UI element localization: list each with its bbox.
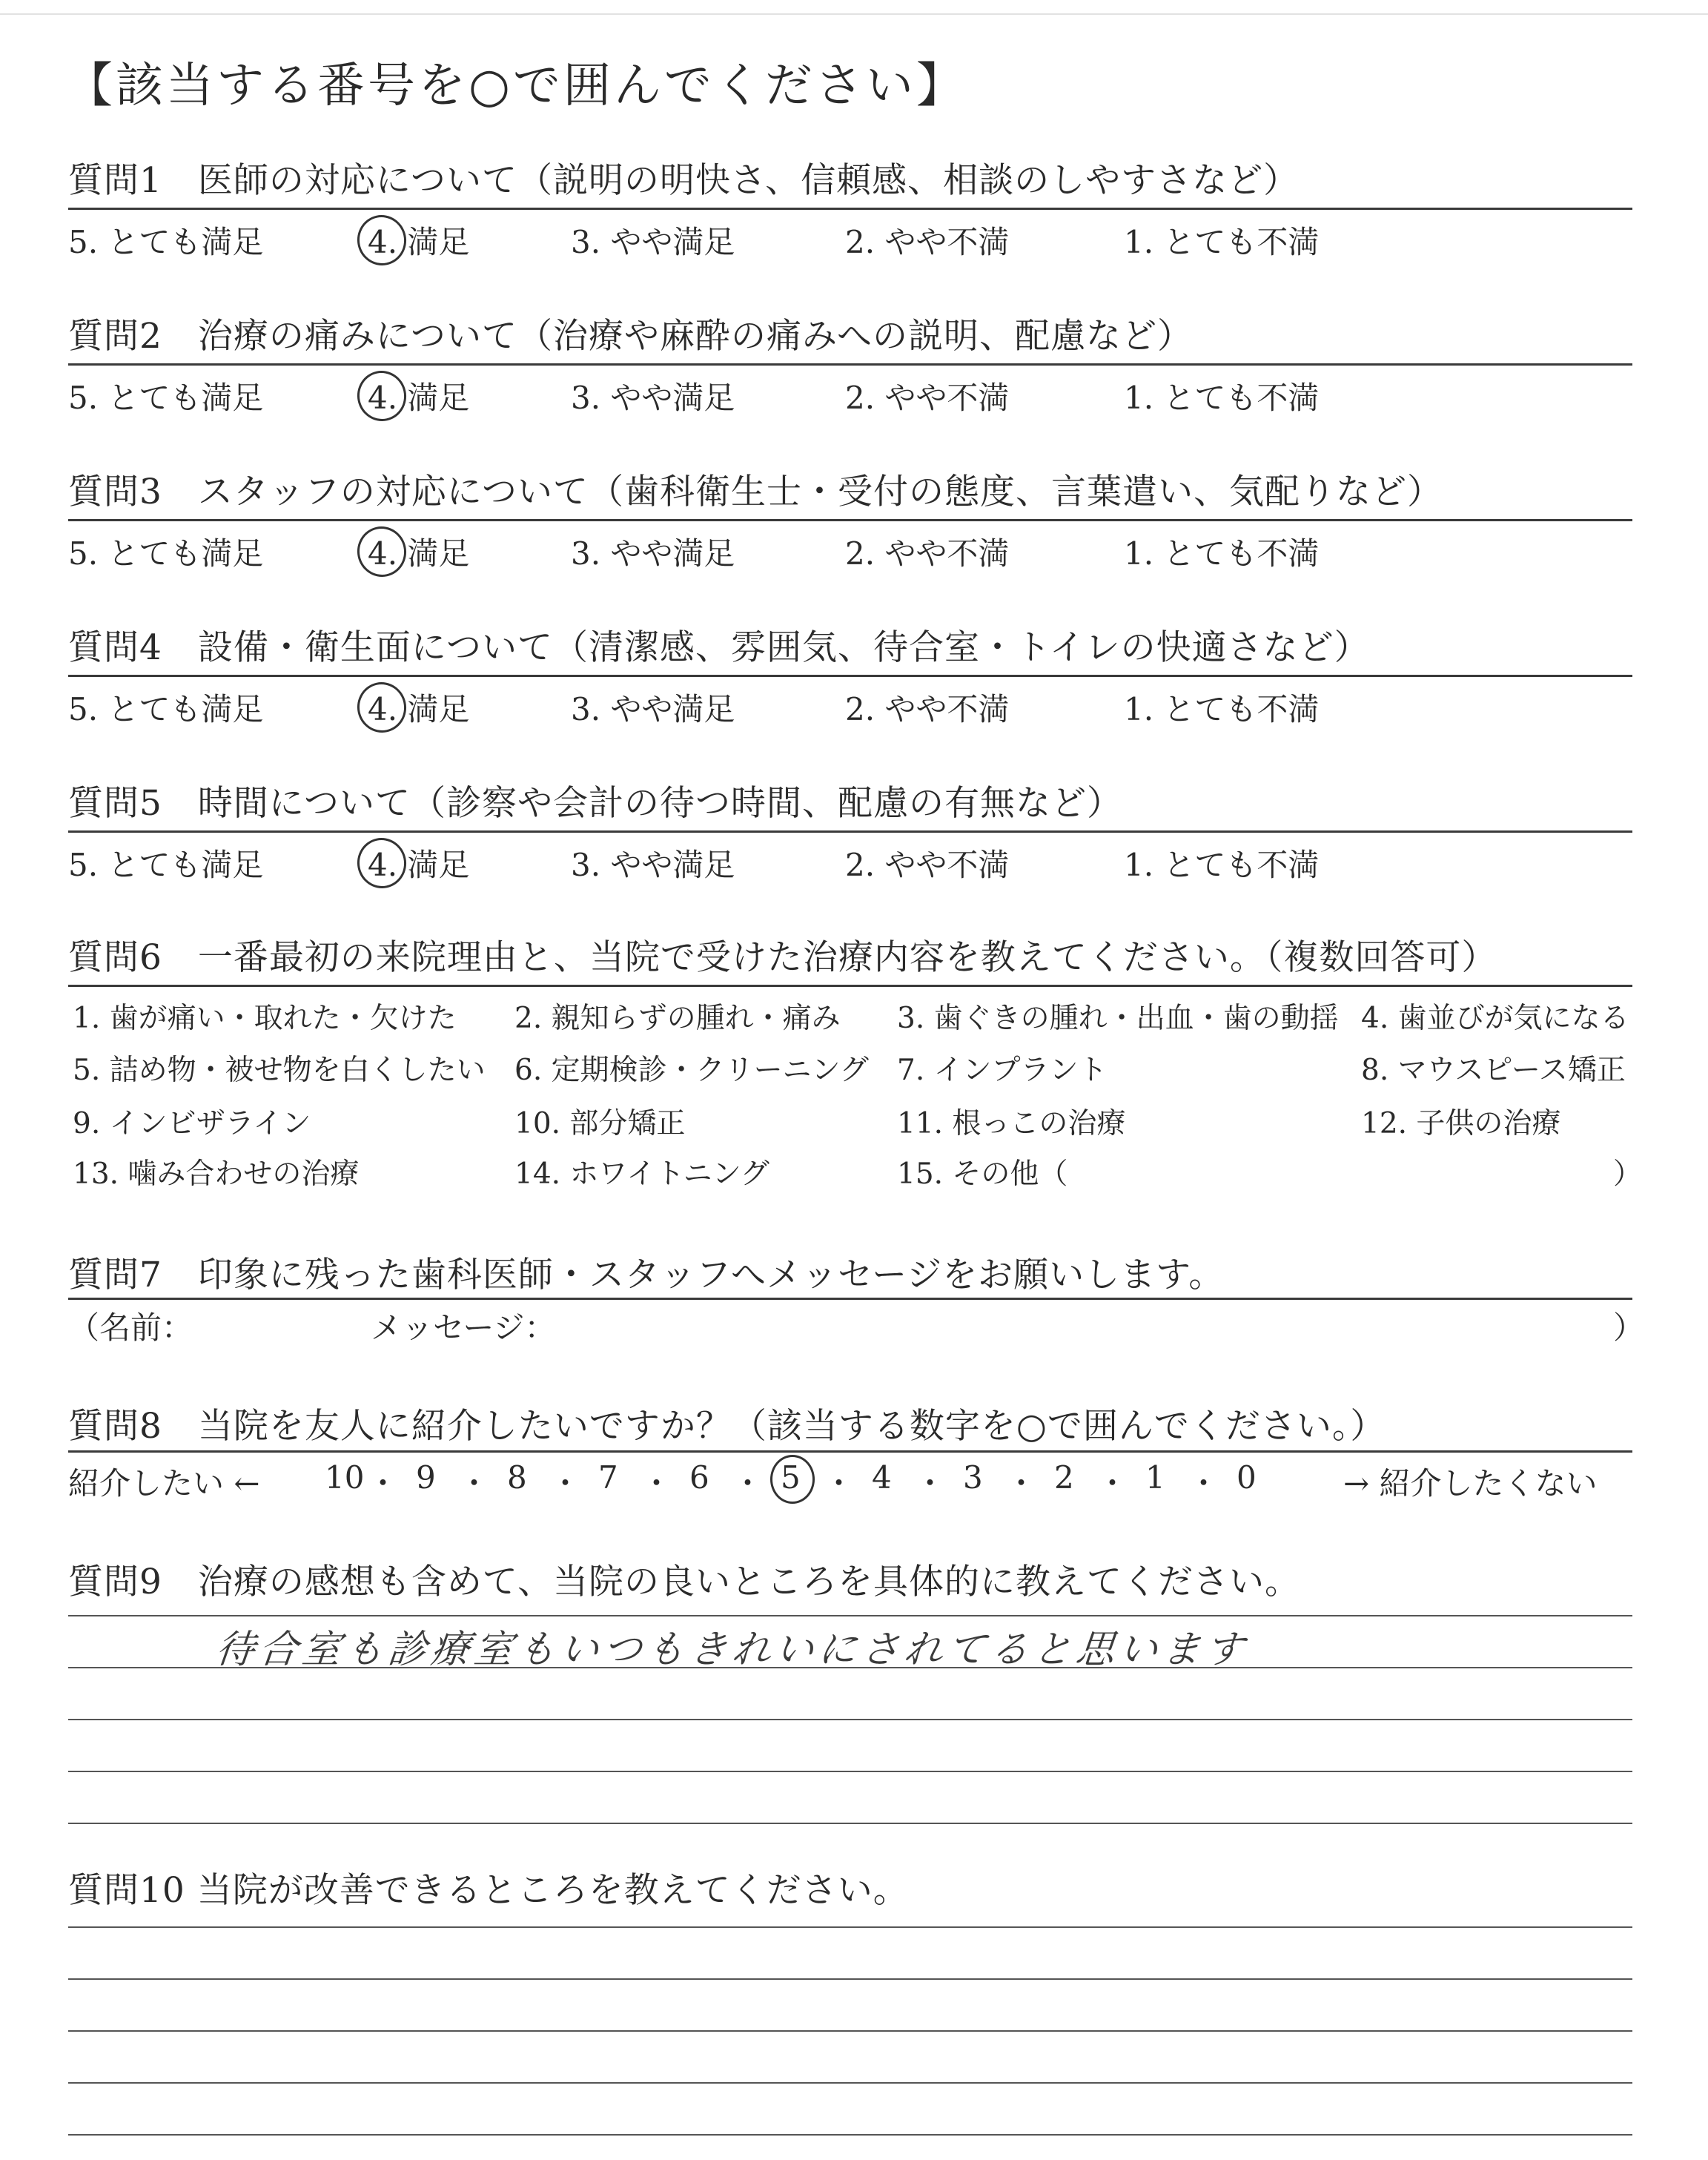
q3-option[interactable]: 2. やや不満: [845, 535, 1010, 572]
q10-line: [68, 1978, 1632, 1980]
q6-item[interactable]: 12. 子供の治療: [1361, 1107, 1561, 1140]
q9-handwritten-answer: 待合室も診療室もいつもきれいにされてると思います: [214, 1628, 1251, 1672]
q2-title: 質問2 治療の痛みについて（治療や麻酔の痛みへの説明、配慮など）: [68, 316, 1194, 357]
q5-option[interactable]: 4. 満足: [368, 847, 470, 883]
q10-line: [68, 2030, 1632, 2032]
q8-separator: ・: [1005, 1465, 1037, 1502]
q6-underline: [68, 985, 1632, 987]
q8-scale-number[interactable]: 5: [781, 1459, 801, 1496]
q9-line: [68, 1823, 1632, 1824]
q4-title: 質問4 設備・衛生面について（清潔感、雰囲気、待合室・トイレの快適さなど）: [68, 627, 1370, 668]
scan-top-edge: [0, 13, 1708, 15]
q1-underline: [68, 208, 1632, 210]
q2-underline: [68, 363, 1632, 366]
q7-name-label: （名前：: [68, 1309, 193, 1346]
q10-line: [68, 2082, 1632, 2084]
q4-option[interactable]: 5. とても満足: [68, 691, 264, 727]
q8-separator: ・: [367, 1465, 399, 1502]
q8-separator: ・: [823, 1465, 855, 1502]
q8-scale-number[interactable]: 1: [1145, 1459, 1165, 1496]
q9-line: [68, 1771, 1632, 1772]
q2-option[interactable]: 1. とても不満: [1124, 380, 1320, 416]
q6-item[interactable]: 2. 親知らずの腫れ・痛み: [514, 1002, 841, 1035]
q10-line: [68, 1926, 1632, 1928]
q6-item[interactable]: 1. 歯が痛い・取れた・欠けた: [73, 1002, 457, 1035]
q3-option[interactable]: 5. とても満足: [68, 535, 264, 572]
q8-scale-number[interactable]: 4: [872, 1459, 892, 1496]
q6-item[interactable]: 3. 歯ぐきの腫れ・出血・歯の動揺: [897, 1002, 1339, 1035]
q8-scale-number[interactable]: 2: [1054, 1459, 1074, 1496]
q5-option[interactable]: 2. やや不満: [845, 847, 1010, 883]
q6-other-close: ）: [1613, 1157, 1643, 1191]
q6-item[interactable]: 14. ホワイトニング: [514, 1157, 769, 1191]
page-title: 【該当する番号を○で囲んでください】: [65, 59, 967, 113]
q1-option[interactable]: 3. やや満足: [571, 224, 735, 260]
q6-item[interactable]: 5. 詰め物・被せ物を白くしたい: [73, 1054, 486, 1087]
q1-title: 質問1 医師の対応について（説明の明快さ、信頼感、相談のしやすさなど）: [68, 160, 1300, 201]
q7-close-paren: ）: [1613, 1309, 1645, 1346]
q4-option[interactable]: 3. やや満足: [571, 691, 735, 727]
q3-option[interactable]: 4. 満足: [368, 535, 470, 572]
q6-item[interactable]: 6. 定期検診・クリーニング: [514, 1054, 869, 1087]
q5-title: 質問5 時間について（診察や会計の待つ時間、配慮の有無など）: [68, 783, 1122, 824]
q5-option[interactable]: 3. やや満足: [571, 847, 735, 883]
q8-left-label: 紹介したい ←: [68, 1465, 260, 1502]
q5-option[interactable]: 5. とても満足: [68, 847, 264, 883]
q5-option[interactable]: 1. とても不満: [1124, 847, 1320, 883]
q6-item[interactable]: 13. 噛み合わせの治療: [73, 1157, 360, 1191]
q8-scale-number[interactable]: 7: [598, 1459, 618, 1496]
q7-title: 質問7 印象に残った歯科医師・スタッフへメッセージをお願いします。: [68, 1255, 1225, 1295]
q8-underline: [68, 1450, 1632, 1453]
q4-underline: [68, 675, 1632, 677]
q6-item[interactable]: 9. インビザライン: [73, 1107, 311, 1140]
q8-separator: ・: [458, 1465, 490, 1502]
q7-underline: [68, 1298, 1632, 1300]
q8-scale-number[interactable]: 9: [416, 1459, 436, 1496]
q1-option[interactable]: 5. とても満足: [68, 224, 264, 260]
q8-separator: ・: [1188, 1465, 1219, 1502]
q4-option[interactable]: 4. 満足: [368, 691, 470, 727]
q8-separator: ・: [1096, 1465, 1128, 1502]
q6-item[interactable]: 10. 部分矯正: [514, 1107, 686, 1140]
q8-separator: ・: [732, 1465, 764, 1502]
q4-option[interactable]: 1. とても不満: [1124, 691, 1320, 727]
q2-option[interactable]: 5. とても満足: [68, 380, 264, 416]
q6-item[interactable]: 8. マウスピース矯正: [1361, 1054, 1626, 1087]
q8-scale-number[interactable]: 0: [1237, 1459, 1257, 1496]
q1-option[interactable]: 1. とても不満: [1124, 224, 1320, 260]
q9-line: [68, 1719, 1632, 1720]
q8-separator: ・: [914, 1465, 946, 1502]
q10-title: 質問10 当院が改善できるところを教えてください。: [68, 1870, 909, 1911]
q5-underline: [68, 830, 1632, 833]
q3-option[interactable]: 3. やや満足: [571, 535, 735, 572]
q2-option[interactable]: 2. やや不満: [845, 380, 1010, 416]
q9-line: [68, 1615, 1632, 1616]
q8-scale-number[interactable]: 8: [507, 1459, 527, 1496]
q8-selection-circle: [770, 1455, 815, 1504]
q6-item[interactable]: 7. インプラント: [897, 1054, 1108, 1087]
q8-scale-number[interactable]: 6: [689, 1459, 709, 1496]
q6-item[interactable]: 15. その他（: [897, 1157, 1068, 1191]
q3-title: 質問3 スタッフの対応について（歯科衛生士・受付の態度、言葉遣い、気配りなど）: [68, 472, 1443, 512]
q8-scale-number[interactable]: 10: [325, 1459, 365, 1496]
q6-item[interactable]: 11. 根っこの治療: [897, 1107, 1126, 1140]
q1-option[interactable]: 4. 満足: [368, 224, 470, 260]
q3-option[interactable]: 1. とても不満: [1124, 535, 1320, 572]
q8-title: 質問8 当院を友人に紹介したいですか？（該当する数字を○で囲んでください。）: [68, 1406, 1386, 1447]
q4-option[interactable]: 2. やや不満: [845, 691, 1010, 727]
q2-option[interactable]: 4. 満足: [368, 380, 470, 416]
q3-underline: [68, 519, 1632, 521]
q10-line: [68, 2134, 1632, 2136]
q6-item[interactable]: 4. 歯並びが気になる: [1361, 1002, 1629, 1035]
q7-message-label: メッセージ：: [371, 1309, 556, 1346]
q8-separator: ・: [640, 1465, 672, 1502]
q2-option[interactable]: 3. やや満足: [571, 380, 735, 416]
q9-title: 質問9 治療の感想も含めて、当院の良いところを具体的に教えてください。: [68, 1562, 1300, 1602]
q6-title: 質問6 一番最初の来院理由と、当院で受けた治療内容を教えてください。（複数回答可）: [68, 937, 1497, 978]
q8-separator: ・: [549, 1465, 581, 1502]
q1-option[interactable]: 2. やや不満: [845, 224, 1010, 260]
q8-scale-number[interactable]: 3: [963, 1459, 983, 1496]
q8-right-label: → 紹介したくない: [1343, 1465, 1598, 1502]
